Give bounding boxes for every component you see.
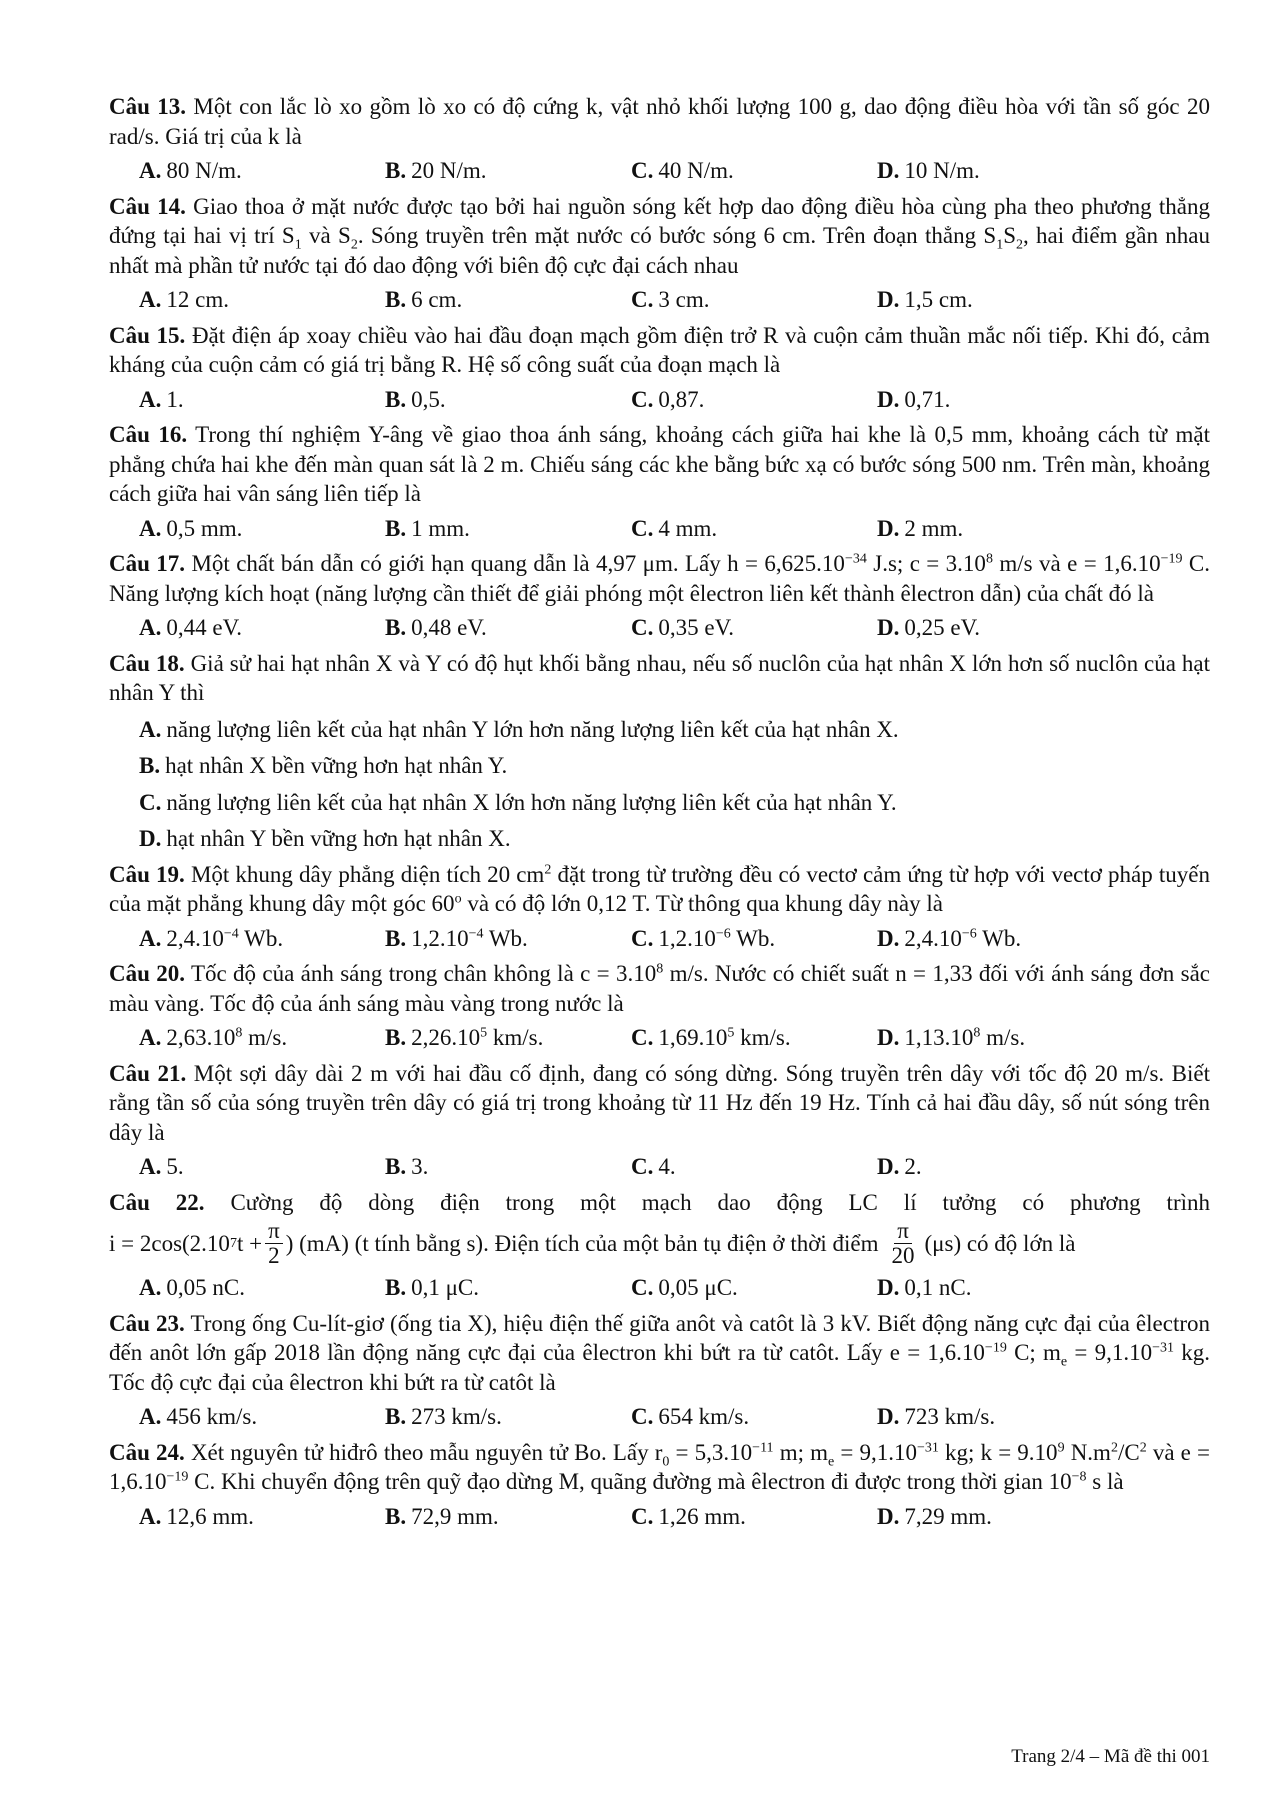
superscript: 5 [727,1025,735,1041]
question-15 [109,321,1210,415]
text-part: Tốc độ của ánh sáng trong chân không là c = 3.10 [190,961,657,986]
option-c[interactable] [631,1152,877,1182]
option-text: 456 km/s. [166,1404,258,1429]
superscript: 9 [1057,1439,1065,1455]
superscript: −8 [1071,1469,1087,1485]
superscript: −19 [1160,551,1183,567]
option-text: 0,25 eV. [904,615,980,640]
option-text: 1,26 mm. [658,1503,746,1529]
option-text: 80 N/m. [166,158,242,183]
option-text: 72,9 mm. [411,1503,499,1529]
superscript: 2 [1139,1439,1147,1455]
option-d[interactable] [877,1023,1123,1053]
question-number: Câu 15. [109,322,186,348]
option-letter: A. [139,515,162,541]
option-text: 20 N/m. [411,158,487,183]
question-19 [109,860,1210,954]
option-text: 40 N/m. [658,158,734,183]
option-b[interactable] [385,1273,631,1303]
superscript: 2 [1110,1439,1118,1455]
text-part: s là [1086,1469,1124,1494]
option-a[interactable] [139,514,385,544]
question-number: Câu 17. [109,551,186,576]
option-text: 4 mm. [658,515,718,541]
option-d[interactable] [139,824,1210,854]
option-letter: C. [631,515,654,541]
question-18 [109,649,1210,854]
text-part: Một khung dây phẳng diện tích 20 cm [190,861,545,887]
option-unit: m/s. [242,1025,288,1050]
page-footer: Trang 2/4 – Mã đề thi 001 [1011,1746,1210,1767]
option-d[interactable] [877,613,1123,643]
text-part: = 9,1.10 [834,1439,917,1465]
equation-line: i = 2cos(2.10 7 t + $\frac{\pi}{2}$ ) (mA) (t tính bằng s). Điện tích của một bản tụ điện ở thời điểm $\frac{\pi}{20}$ (μs) có độ lớn là [109,1218,1076,1268]
equation-part: t + [236,1230,263,1256]
option-text: 1,5 cm. [904,287,973,312]
question-number: Câu 14. [109,193,186,219]
option-text: 0,5 mm. [166,515,243,541]
option-letter: A. [139,615,162,640]
fraction-numerator: π [894,1219,912,1244]
option-letter: B. [385,1154,407,1179]
answer-options [109,1273,1210,1303]
superscript: 8 [985,551,993,567]
option-b[interactable] [385,1152,631,1182]
option-text: hạt nhân Y bền vững hơn hạt nhân X. [166,826,511,851]
text-part: và có độ lớn 0,12 T. Từ thông qua khung dây này là [461,891,943,916]
answer-options [109,715,1210,854]
option-letter: A. [139,1025,162,1050]
option-letter: A. [139,386,162,412]
option-b[interactable] [385,1023,631,1053]
text-part: và S [301,223,351,248]
option-letter: B. [385,1503,407,1529]
option-text: 1. [166,386,184,412]
option-letter: D. [877,386,900,412]
question-21 [109,1059,1210,1182]
question-13 [109,92,1210,186]
question-text [109,959,1210,1018]
option-letter: A. [139,1275,162,1300]
superscript: 5 [480,1025,488,1041]
option-letter: D. [877,1154,900,1179]
answer-options [109,1502,1210,1532]
answer-options [109,1152,1210,1182]
fraction-denominator: 2 [268,1243,280,1268]
option-b[interactable] [385,514,631,544]
option-a[interactable] [139,715,1210,745]
question-body: Trong thí nghiệm Y-âng về giao thoa ánh sáng, khoảng cách giữa hai khe là 0,5 mm, khoảng cách từ mặt phẳng chứa hai khe đến màn quan sát là 2 m. Chiếu sáng các khe bằng bức xạ có bước sóng 500 nm. Trên màn, khoảng cách giữa hai vân sáng liên tiếp là [109,422,1211,506]
superscript: −19 [984,1340,1007,1356]
option-c[interactable] [631,156,877,186]
superscript: −6 [715,925,731,941]
question-16 [109,420,1210,543]
option-text: 273 km/s. [411,1404,502,1429]
option-a[interactable] [139,156,385,186]
option-a[interactable] [139,613,385,643]
question-24 [109,1438,1210,1532]
option-unit: Wb. [730,925,776,951]
superscript: −11 [752,1439,774,1455]
question-number: Câu 24. [109,1439,185,1465]
option-text: 0,87. [658,386,705,412]
option-b[interactable] [385,385,631,415]
question-text [109,549,1210,608]
superscript: −31 [916,1439,939,1455]
option-text: 1 mm. [411,515,470,541]
option-letter: C. [631,925,654,951]
question-text [109,420,1210,509]
option-d[interactable] [877,924,1123,954]
option-text: 0,1 μC. [411,1275,480,1300]
text-part: N.m [1064,1439,1111,1465]
option-unit: m/s. [980,1025,1026,1050]
question-text [109,92,1210,151]
subscript: 2 [1015,237,1023,253]
superscript: −4 [468,925,484,941]
option-b[interactable] [385,1502,631,1532]
question-text [109,1188,1210,1218]
question-14 [109,192,1210,315]
subscript: 2 [350,237,358,253]
option-letter: D. [877,515,900,541]
question-number: Câu 23. [109,1310,185,1336]
option-text: 0,05 μC. [658,1275,738,1300]
option-c[interactable] [631,1273,877,1303]
option-letter: C. [631,1275,654,1300]
equation-part: (μs) có độ lớn là [924,1230,1076,1256]
option-letter: D. [877,158,900,183]
option-c[interactable] [631,514,877,544]
option-d[interactable] [877,156,1123,186]
text-part: kg. Tốc độ cực đại của êlectron khi bứt ra từ catôt là [109,1340,1210,1395]
option-letter: C. [631,1154,654,1179]
option-letter: D. [877,925,900,951]
text-part: m/s và e = 1,6.10 [992,551,1161,576]
option-letter: D. [139,826,162,851]
text-part: m/s. Nước có chiết suất n = 1,33 đối với ánh sáng đơn sắc màu vàng. Tốc độ của ánh sáng màu vàng trong nước là [109,961,1210,1016]
superscript: −34 [844,551,867,567]
superscript: o [454,891,462,907]
option-text: 7,29 mm. [904,1503,992,1529]
option-d[interactable] [877,385,1123,415]
superscript: −31 [1152,1340,1174,1356]
option-d[interactable] [877,285,1123,315]
question-22 [109,1188,1210,1303]
option-unit: km/s. [734,1025,791,1050]
option-b[interactable] [385,1402,631,1432]
subscript: 1 [294,237,302,253]
option-text: 0,44 eV. [166,615,242,640]
option-letter: B. [385,925,407,951]
option-text: 3. [411,1154,429,1179]
option-c[interactable] [631,385,877,415]
option-letter: D. [877,1275,900,1300]
text-part: /C [1117,1439,1140,1465]
option-text: 1,2.10 [411,925,469,951]
option-letter: B. [385,515,407,541]
option-text: 4. [658,1154,676,1179]
answer-options [109,613,1210,643]
fraction-numerator: π [265,1219,283,1244]
option-letter: A. [139,925,162,951]
text-part: Cường độ dòng điện trong một mạch dao động LC lí tưởng có phương trình [230,1189,1210,1215]
option-letter: A. [139,716,162,742]
question-number: Câu 21. [109,1060,187,1086]
option-text: 0,05 nC. [166,1275,245,1300]
option-b[interactable] [385,613,631,643]
answer-options [109,1402,1210,1432]
option-a[interactable] [139,385,385,415]
question-text [109,649,1210,708]
option-letter: A. [139,287,162,312]
question-body: Một con lắc lò xo gồm lò xo có độ cứng k, vật nhỏ khối lượng 100 g, dao động điều hòa với tần số góc 20 rad/s. Giá trị của k là [109,94,1211,149]
option-text: 12 cm. [166,287,229,312]
option-letter: B. [385,158,407,183]
option-letter: B. [385,1025,407,1050]
option-text: 3 cm. [658,287,710,312]
option-d[interactable] [877,514,1123,544]
option-letter: C. [631,615,654,640]
text-part: Xét nguyên tử hiđrô theo mẫu nguyên tử Bo. Lấy r [190,1439,663,1465]
text-part: C; m [1006,1340,1061,1365]
option-text: 10 N/m. [904,158,980,183]
option-text: 12,6 mm. [166,1503,254,1529]
option-b[interactable] [385,924,631,954]
text-part: C. Khi chuyển động trên quỹ đạo dừng M, quãng đường mà êlectron đi được trong thời gian 10 [188,1469,1072,1494]
option-text: hạt nhân X bền vững hơn hạt nhân Y. [165,753,508,778]
question-number: Câu 22. [109,1189,205,1215]
answer-options [109,385,1210,415]
option-a[interactable] [139,1502,385,1532]
option-b[interactable] [385,285,631,315]
option-text: năng lượng liên kết của hạt nhân X lớn hơn năng lượng liên kết của hạt nhân Y. [166,789,897,815]
option-a[interactable] [139,1152,385,1182]
option-letter: B. [385,1275,407,1300]
answer-options [109,285,1210,315]
option-a[interactable] [139,1402,385,1432]
option-a[interactable] [139,924,385,954]
subscript: e [828,1454,835,1470]
option-c[interactable] [631,613,877,643]
option-letter: C. [631,287,654,312]
text-part: m; m [773,1439,829,1465]
option-text: 0,5. [411,386,446,412]
superscript: 8 [656,961,664,977]
option-letter: C. [631,1025,654,1050]
text-part: = 9,1.10 [1067,1340,1153,1365]
answer-options [109,514,1210,544]
superscript: −6 [961,925,977,941]
option-c[interactable] [631,1023,877,1053]
question-text [109,1059,1210,1148]
text-part: C. Năng lượng kích hoạt (năng lượng cần thiết để giải phóng một êlectron liên kết thành êlectron dẫn) của chất đó là [109,551,1210,606]
option-text: 723 km/s. [904,1404,996,1429]
text-part: = 5,3.10 [669,1439,753,1465]
text-part: S [1003,223,1016,248]
option-a[interactable] [139,1273,385,1303]
option-c[interactable] [631,1502,877,1532]
question-text [109,860,1210,919]
option-text: 654 km/s. [658,1404,750,1429]
option-letter: D. [877,1404,900,1429]
option-letter: A. [139,1154,162,1179]
subscript: 0 [662,1454,670,1470]
text-part: Giao thoa ở mặt nước được tạo bởi hai nguồn sóng kết hợp dao động điều hòa cùng pha theo phương thẳng đứng tại hai vị trí S [109,193,1210,248]
option-unit: Wb. [483,925,528,951]
question-number: Câu 18. [109,650,185,676]
option-text: 1,69.10 [658,1025,728,1050]
superscript: −4 [223,925,239,941]
text-part: kg; k = 9.10 [938,1439,1058,1465]
question-text [109,1438,1210,1497]
option-c[interactable] [631,1402,877,1432]
option-letter: B. [385,615,407,640]
option-letter: C. [631,1503,654,1529]
option-text: 2. [904,1154,922,1179]
option-letter: A. [139,158,162,183]
option-text: 1,2.10 [658,925,716,951]
option-text: 2,4.10 [904,925,962,951]
option-text: 0,48 eV. [411,615,487,640]
subscript: 1 [996,237,1004,253]
question-20 [109,959,1210,1053]
option-text: 0,71. [904,386,951,412]
option-letter: D. [877,1025,900,1050]
option-letter: D. [877,1503,900,1529]
option-d[interactable] [877,1273,1123,1303]
answer-options [109,924,1210,954]
superscript: 2 [544,861,552,877]
question-text [109,321,1210,380]
option-d[interactable] [877,1502,1123,1532]
question-number: Câu 13. [109,94,187,119]
option-letter: B. [139,753,161,778]
option-b[interactable] [385,156,631,186]
option-d[interactable] [877,1402,1123,1432]
question-body: Đặt điện áp xoay chiều vào hai đầu đoạn mạch gồm điện trở R và cuộn cảm thuần mắc nối tiếp. Khi đó, cảm kháng của cuộn cảm có giá trị bằng R. Hệ số công suất của đoạn mạch là [109,322,1211,377]
subscript: e [1060,1354,1068,1370]
option-letter: B. [385,1404,407,1429]
equation-part: i = 2cos(2.10 [109,1230,230,1256]
text-part: Một chất bán dẫn có giới hạn quang dẫn là 4,97 μm. Lấy h = 6,625.10 [191,551,845,576]
question-number: Câu 20. [109,961,185,986]
option-letter: C. [631,1404,654,1429]
fraction-pi-over-2 [265,1219,283,1268]
equation-part: ) (mA) (t tính bằng s). Điện tích của một bản tụ điện ở thời điểm [285,1230,879,1256]
option-text: 6 cm. [411,287,463,312]
option-a[interactable] [139,1023,385,1053]
option-text: 0,1 nC. [904,1275,972,1300]
option-unit: km/s. [487,1025,544,1050]
question-text [109,192,1210,281]
option-b[interactable] [139,751,1210,781]
question-number: Câu 16. [109,422,188,447]
option-text: năng lượng liên kết của hạt nhân Y lớn hơn năng lượng liên kết của hạt nhân X. [166,716,899,742]
text-part: J.s; c = 3.10 [866,551,986,576]
option-letter: B. [385,287,407,312]
question-body: Một sợi dây dài 2 m với hai đầu cố định, đang có sóng dừng. Sóng truyền trên dây với tốc độ 20 m/s. Biết rằng tần số của sóng truyền trên dây có giá trị trong khoảng từ 11 Hz đến 19 Hz. Tính cả hai đầu dây, số nút sóng trên dây là [109,1060,1211,1145]
superscript: −19 [166,1469,189,1485]
option-text: 5. [166,1154,184,1179]
text-part: , hai điểm gần nhau nhất mà phần tử nước tại đó dao động với biên độ cực đại cách nhau [109,223,1210,278]
answer-options [109,156,1210,186]
option-letter: D. [877,615,900,640]
option-letter: A. [139,1404,162,1429]
option-text: 2,63.10 [166,1025,236,1050]
option-text: 2 mm. [904,515,964,541]
answer-options [109,1023,1210,1053]
text-part: . Sóng truyền trên mặt nước có bước sóng 6 cm. Trên đoạn thẳng S [357,223,997,248]
option-unit: Wb. [238,925,284,951]
text-part: và e = 1,6.10 [109,1439,1210,1494]
option-letter: D. [877,287,900,312]
question-text [109,1309,1210,1398]
text-part: đặt trong từ trường đều có vectơ cảm ứng từ hợp với vectơ pháp tuyến của mặt phẳng khung dây một góc 60 [109,861,1210,916]
option-letter: C. [631,386,654,412]
question-number: Câu 19. [109,861,185,887]
option-text: 2,26.10 [411,1025,481,1050]
superscript: 8 [235,1025,243,1041]
option-letter: B. [385,386,407,412]
option-text: 2,4.10 [166,925,224,951]
option-text: 0,35 eV. [658,615,734,640]
text-part: Trong ống Cu-lít-giơ (ống tia X), hiệu điện thế giữa anôt và catôt là 3 kV. Biết động năng cực đại của êlectron đến anôt lớn gấp 2018 lần động năng cực đại của êlectron khi bứt ra từ catôt. Lấy e = 1,6.10 [109,1310,1210,1365]
option-letter: C. [631,158,654,183]
option-letter: A. [139,1503,162,1529]
option-c[interactable] [631,285,877,315]
option-unit: Wb. [976,925,1022,951]
fraction-denominator: 20 [891,1243,915,1268]
option-letter: C. [139,789,162,815]
option-c[interactable] [631,924,877,954]
question-23 [109,1309,1210,1432]
option-d[interactable] [877,1152,1123,1182]
option-a[interactable] [139,285,385,315]
option-text: 1,13.10 [904,1025,974,1050]
superscript: 8 [973,1025,981,1041]
option-c[interactable] [139,788,1210,818]
fraction-pi-over-20 [889,1219,918,1268]
question-17 [109,549,1210,643]
question-body: Giả sử hai hạt nhân X và Y có độ hụt khối bằng nhau, nếu số nuclôn của hạt nhân X lớn hơn số nuclôn của hạt nhân Y thì [109,650,1211,705]
